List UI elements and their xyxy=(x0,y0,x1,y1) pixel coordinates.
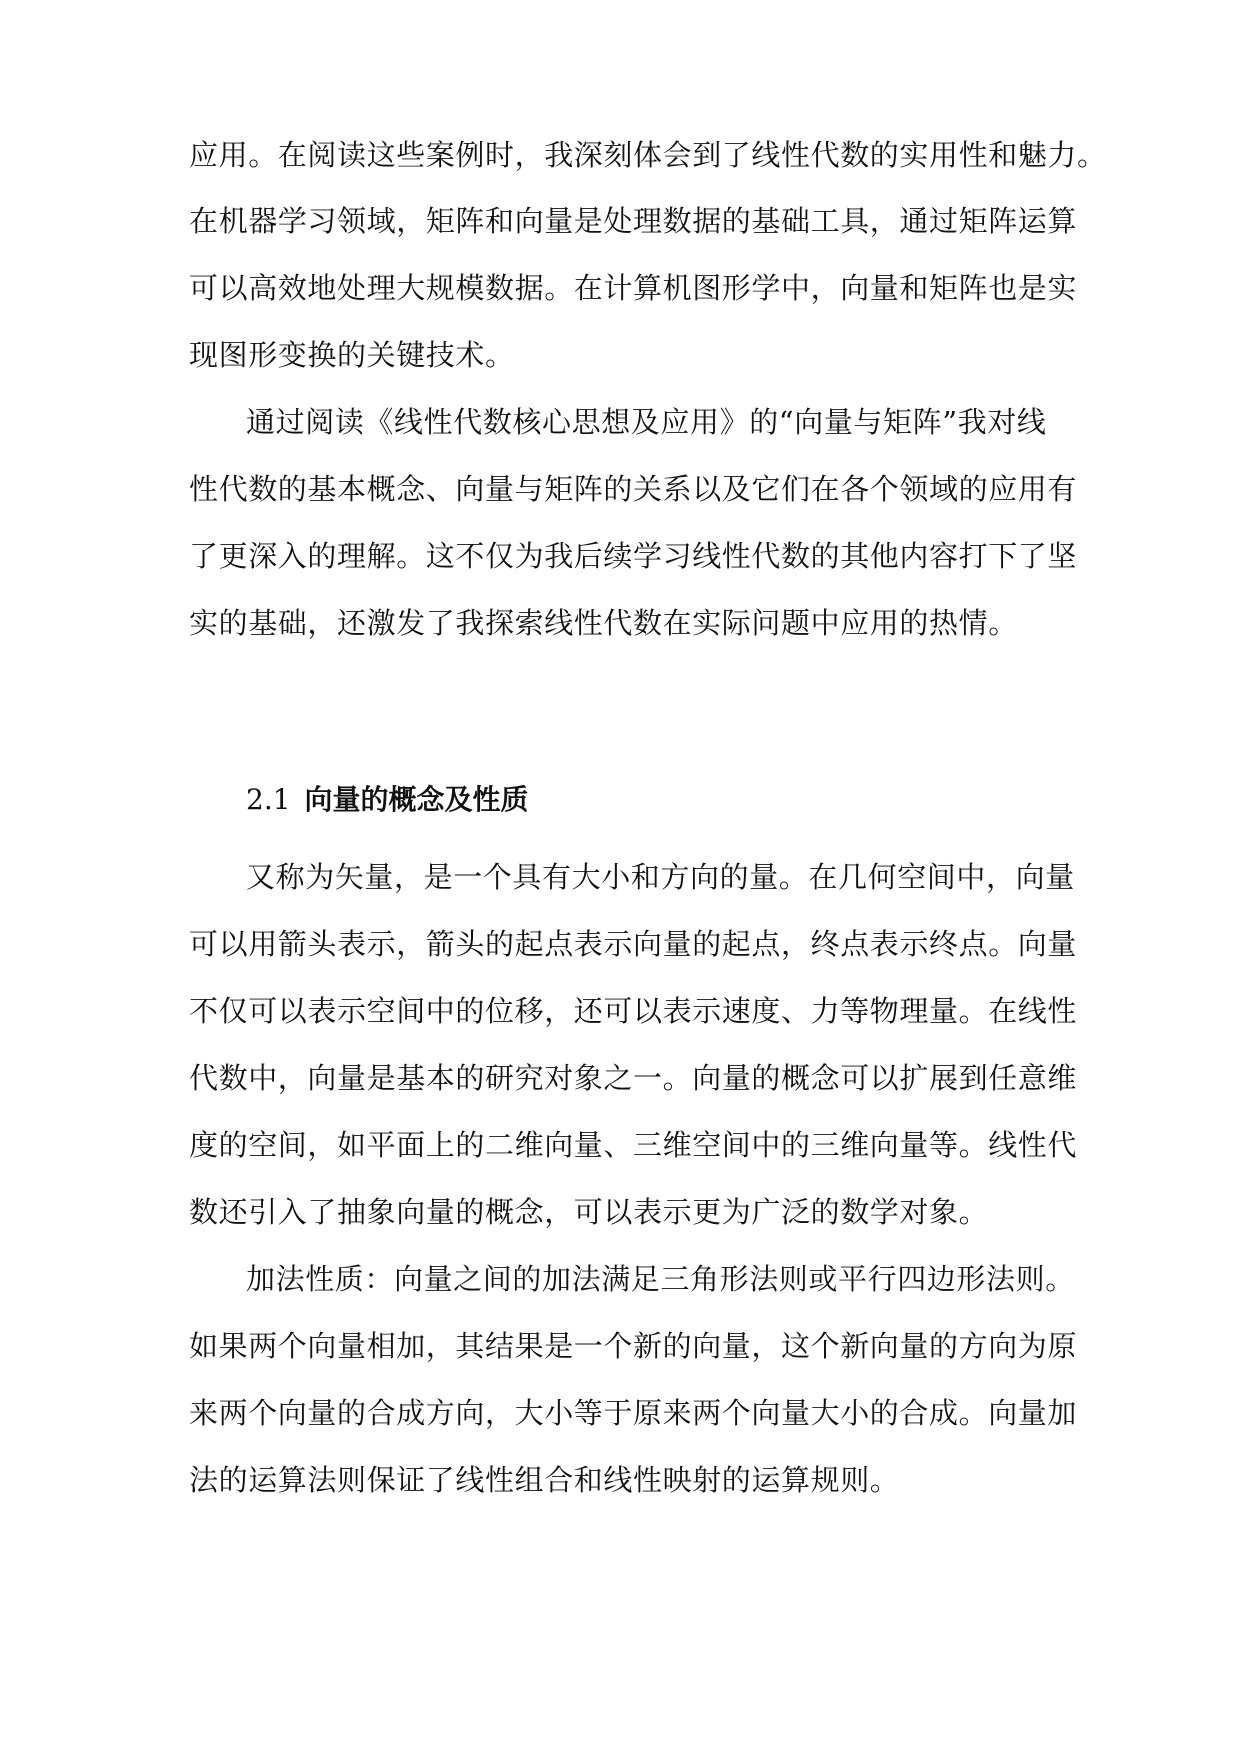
paragraph-1-line-4: 现图形变换的关键技术。 xyxy=(189,338,515,372)
paragraph-1-line-2: 在机器学习领域，矩阵和向量是处理数据的基础工具，通过矩阵运算 xyxy=(189,204,1078,238)
section-paragraph-1-line-4: 代数中，向量是基本的研究对象之一。向量的概念可以扩展到任意维 xyxy=(189,1061,1078,1095)
section-paragraph-1-line-1: 又称为矢量，是一个具有大小和方向的量。在几何空间中，向量 xyxy=(246,860,1075,894)
section-heading xyxy=(246,780,529,820)
section-paragraph-2-line-4: 法的运算法则保证了线性组合和线性映射的运算规则。 xyxy=(189,1463,900,1497)
paragraph-2-line-3: 了更深入的理解。这不仅为我后续学习线性代数的其他内容打下了坚 xyxy=(189,539,1078,573)
paragraph-1-line-3: 可以高效地处理大规模数据。在计算机图形学中，向量和矩阵也是实 xyxy=(189,271,1078,305)
section-paragraph-1-line-5: 度的空间，如平面上的二维向量、三维空间中的三维向量等。线性代 xyxy=(189,1128,1078,1162)
paragraph-2-line-2: 性代数的基本概念、向量与矩阵的关系以及它们在各个领域的应用有 xyxy=(189,472,1078,506)
section-paragraph-1-line-3: 不仅可以表示空间中的位移，还可以表示速度、力等物理量。在线性 xyxy=(189,994,1078,1028)
paragraph-2-line-4: 实的基础，还激发了我探索线性代数在实际问题中应用的热情。 xyxy=(189,606,1018,640)
section-paragraph-2-line-2: 如果两个向量相加，其结果是一个新的向量，这个新向量的方向为原 xyxy=(189,1329,1078,1363)
section-paragraph-1-line-6: 数还引入了抽象向量的概念，可以表示更为广泛的数学对象。 xyxy=(189,1195,989,1229)
section-number: 2.1 xyxy=(246,783,291,816)
paragraph-1-line-1: 应用。在阅读这些案例时，我深刻体会到了线性代数的实用性和魅力。 xyxy=(189,138,1107,172)
section-paragraph-2-line-3: 来两个向量的合成方向，大小等于原来两个向量大小的合成。向量加 xyxy=(189,1396,1078,1430)
paragraph-2-line-1: 通过阅读《线性代数核心思想及应用》的“向量与矩阵”我对线 xyxy=(246,405,1047,439)
section-paragraph-2-line-1: 加法性质：向量之间的加法满足三角形法则或平行四边形法则。 xyxy=(246,1262,1075,1296)
section-title: 向量的概念及性质 xyxy=(304,783,529,816)
section-paragraph-1-line-2: 可以用箭头表示，箭头的起点表示向量的起点，终点表示终点。向量 xyxy=(189,927,1078,961)
